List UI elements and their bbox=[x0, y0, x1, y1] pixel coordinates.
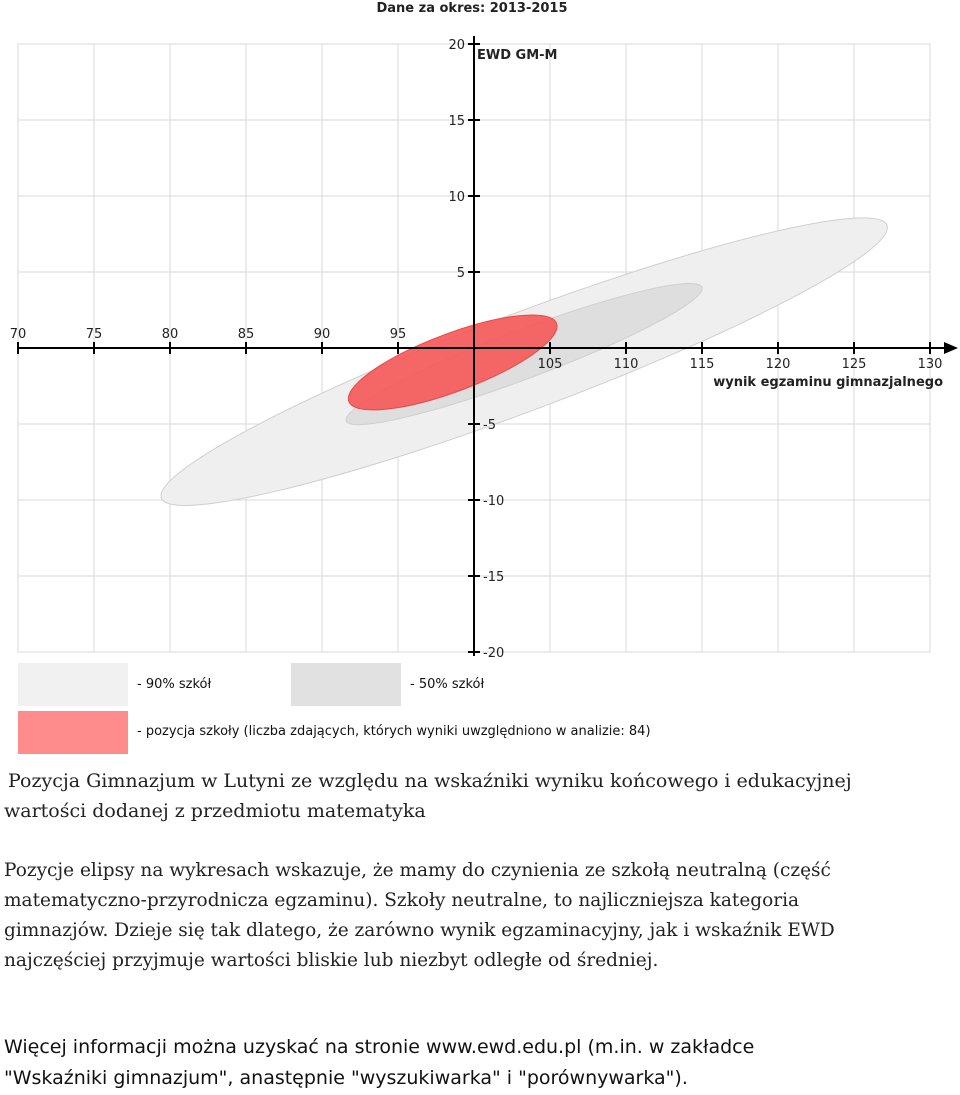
x-tick-label: 110 bbox=[613, 357, 639, 372]
x-tick-label: 125 bbox=[841, 357, 867, 372]
chart-caption-line-2: wartości dodanej z przedmiotu matematyka bbox=[4, 800, 426, 822]
x-tick-label: 115 bbox=[689, 357, 715, 372]
y-tick-label: 15 bbox=[448, 114, 465, 129]
legend-label-90: - 90% szkół bbox=[137, 677, 212, 692]
legend-swatch-school bbox=[18, 711, 128, 754]
chart-caption-line-1: Pozycja Gimnazjum w Lutyni ze względu na wskaźniki wyniku końcowego i edukacyjnej bbox=[8, 770, 852, 792]
legend-swatch-50 bbox=[291, 663, 401, 706]
y-tick-label: 10 bbox=[448, 190, 465, 205]
description-line-3: gimnazjów. Dzieje się tak dlatego, że zarówno wynik egzaminacyjny, jak i wskaźnik EWD bbox=[4, 920, 835, 941]
y-tick-label: -15 bbox=[483, 570, 505, 585]
description-line-1: Pozycje elipsy na wykresach wskazuje, że mamy do czynienia ze szkołą neutralną (część bbox=[4, 860, 831, 881]
y-tick-label: 5 bbox=[456, 266, 465, 281]
y-tick-label: -5 bbox=[483, 418, 496, 433]
legend-swatch-90 bbox=[18, 663, 128, 706]
x-tick-label: 85 bbox=[237, 327, 255, 342]
x-axis-arrow bbox=[944, 342, 958, 354]
legend-label-50: - 50% szkół bbox=[410, 677, 485, 692]
y-tick-label: 20 bbox=[448, 38, 465, 53]
description-line-4: najczęściej przyjmuje wartości bliskie lub niezbyt odległe od średniej. bbox=[4, 950, 659, 971]
y-axis-label: EWD GM-M bbox=[477, 48, 558, 63]
x-axis-label: wynik egzaminu gimnazjalnego bbox=[713, 375, 943, 390]
y-tick-label: -10 bbox=[483, 494, 505, 509]
y-tick-label: -20 bbox=[483, 646, 505, 660]
x-tick-label: 70 bbox=[9, 327, 27, 342]
x-tick-label: 105 bbox=[537, 357, 563, 372]
chart-title: Dane za okres: 2013-2015 bbox=[376, 1, 568, 16]
more-info-line-1: Więcej informacji można uzyskać na stronie www.ewd.edu.pl (m.in. w zakładce bbox=[4, 1036, 755, 1058]
x-tick-label: 75 bbox=[85, 327, 103, 342]
x-tick-label: 130 bbox=[917, 357, 943, 372]
x-tick-label: 120 bbox=[765, 357, 791, 372]
description-line-2: matematyczno-przyrodnicza egzaminu). Szkoły neutralne, to najliczniejsza kategoria bbox=[4, 890, 800, 911]
x-tick-label: 80 bbox=[161, 327, 179, 342]
x-tick-label: 95 bbox=[389, 327, 407, 342]
x-tick-label: 90 bbox=[313, 327, 331, 342]
more-info-line-2: "Wskaźniki gimnazjum", anastępnie "wyszukiwarka" i "porównywarka"). bbox=[4, 1067, 688, 1089]
legend-label-school: - pozycja szkoły (liczba zdających, których wyniki uwzględniono w analizie: 84) bbox=[137, 724, 651, 739]
